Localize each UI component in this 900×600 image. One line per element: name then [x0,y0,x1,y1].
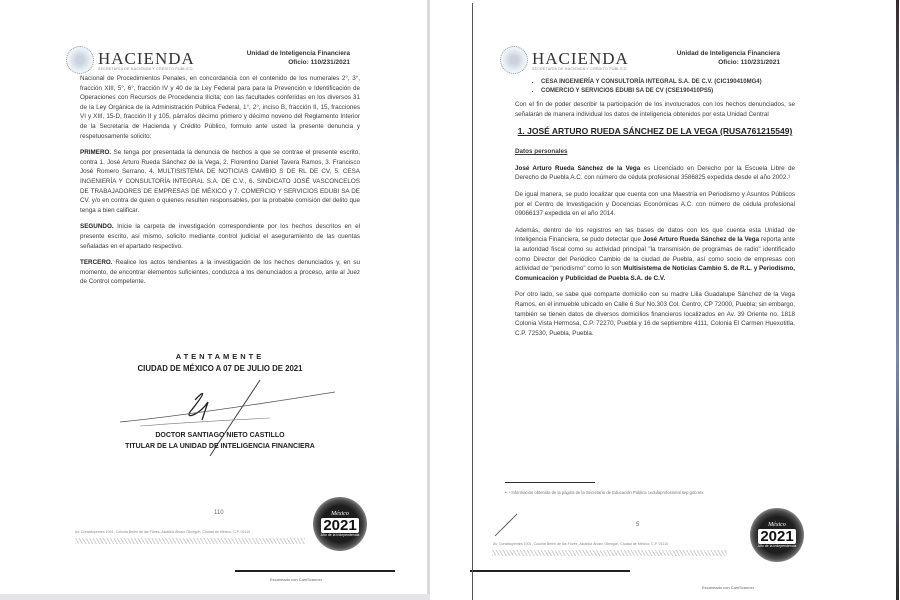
closing-block [80,352,360,374]
page-divider [472,3,473,600]
paragraph-text: Inicie la carpeta de investigación correspondiente por los hechos descritos en el presente escrito, así mismo, solicito mediante control judicial el aseguramiento de las cuentas señaladas en el apartado respectivo. [80,223,360,250]
header-right [200,50,350,67]
logo-subtitle: SECRETARÍA DE HACIENDA Y CRÉDITO PÚBLICO [532,66,627,71]
paragraph-text: reporta ante la autoridad fiscal como su actividad principal "la transmisión de programas de radio" identificado como Director del Periódico Cambio de la ciudad de Puebla, así como socio de empresas con actividad de "periodismo" como lo son [515,236,795,273]
mexico-2021-stamp [750,508,804,562]
scanned-note: Escaneado con CamScanner [270,577,323,582]
paragraph-text: Se tenga por presentada la denuncia de hechos a que se contrae el presente escrito, contra 1. José Arturo Rueda Sánchez de la Vega, 2. Florentino Daniel Tavera Ramos, 3. Francisco José Romero Serrano, 4. MULTISISTEMA DE NOTICIAS CAMBIO S DE RL DE CV, 5. CESA INGENIERÍA Y CONSULTORÍA INTEGRAL S.A. DE C.V., 6. SINDICATO JOSÉ VASCONCELOS DE TRABAJADORES DE EMPRESAS DE MÉXICO y 7. COMERCIO Y SERVICIOS EDUBI SA DE CV. y/o en contra de quien o quienes resulten responsables, por la probable comisión del delito que tenga a bien calificar. [80,149,360,214]
list-item: ▪ CESA INGENIERÍA Y CONSULTORÍA INTEGRAL S.A. DE C.V. (CIC190410MG4) [541,78,795,87]
paragraph-label: PRIMERO. [80,149,112,157]
sub-heading: Datos personales [515,148,568,156]
left-body [80,74,360,294]
intro-paragraph: Nacional de Procedimientos Penales, en concordancia con el contenido de los numerales 2°, 3°, fracción XIII, 5°, 6°, fracción IV y 40 de la Ley Federal para para la Prevención e Identificación de Operaciones con Recursos de Procedencia Ilícita; con las facultades conferidas en los diversos 31 de la Ley Orgánica de la Administración Pública Federal, 1°, 2°, inciso B, fracción II, 15, fracciones VI y XIII, 15-D, fracción II y 105, párrafos décimo primero y décimo noveno del Reglamento Interior de la Secretaría de Hacienda y Crédito Público, formulo ante usted la presente denuncia y respetuosamente solicito: [80,75,360,140]
logo-subtitle: SECRETARÍA DE HACIENDA Y CRÉDITO PÚBLICO [98,66,193,71]
page-number: 110 [214,510,224,516]
logo-text: HACIENDA [532,48,629,68]
paragraph-masters: De igual manera, se pudo localizar que cuenta con una Maestría en Periodismo y Asuntos Públicos por el Centro de Investigación y Docencias Económicas A.C. con número de cédula profesional 09066137 expedida en el año 2014. [515,190,795,218]
stamp-top-text: México [768,521,786,528]
document-page-right [470,0,900,600]
company-list [515,78,795,95]
signer-name: DOCTOR SANTIAGO NIETO CASTILLO [155,432,285,439]
paragraph-education [515,164,795,183]
footer-pattern [75,538,305,544]
stamp-year: 2021 [760,527,794,545]
paragraph-primero [80,148,360,215]
pen-mark-icon [492,512,522,538]
right-body [515,78,795,345]
national-seal-icon [500,46,528,74]
mexico-2021-stamp [313,497,367,551]
oficio-number: Oficio: 110/231/2021 [718,58,780,66]
page-edge [896,0,899,600]
paragraph-text: Además, dentro de los registros en las bases de datos con los que cuenta esta Unidad de Inteligencia Financiera, se pudo detectar que [515,226,795,244]
paragraph-address: Por otro lado, se sabe que comparte domicilio con su madre Lilia Guadalupe Sánchez de la Vega Ramos, en el inmueble ubicado en Calle 6 Sur No.303 Col. Centro, CP 72000, Puebla; sin embargo, también se tienen datos de diversos domicilios financieros localizados en Av. 39 Oriente no. 1818 Colonia Vista Hermosa, C.P. 72270, Puebla y 16 de septiembre 4111, Colonia El Carmen Huexotitla, C.P. 72530, Puebla, Puebla. [515,291,795,337]
hacienda-logo [66,46,195,74]
paragraph-segundo [80,222,360,251]
national-seal-icon [66,46,94,74]
hacienda-logo [500,46,629,74]
scan-rule [235,570,395,572]
section-heading: 1. JOSÉ ARTURO RUEDA SÁNCHEZ DE LA VEGA (RUSA761215549) [517,126,793,137]
footnote: • ¹ Información obtenida de la página de la Secretaría de Educación Pública cedulaprofesional.sep.gob.mx [505,490,704,495]
stamp-subtitle: Año de la Independencia [320,532,360,537]
page-edge [0,594,430,600]
paragraph-label: SEGUNDO. [80,223,114,231]
stamp-subtitle: Año de la Independencia [757,543,797,548]
person-name: José Arturo Rueda Sánchez de la Vega [515,164,641,172]
closing-atentamente: ATENTAMENTE [175,352,265,361]
list-item: ▪ COMERCIO Y SERVICIOS EDUBI SA DE CV (CSE190410PS5) [541,87,795,96]
paragraph-label: TERCERO. [80,259,113,267]
paragraph-tercero [80,258,360,287]
logo-text: HACIENDA [98,48,195,68]
paragraph-activity [515,226,795,284]
paragraph-text: es Licenciado en Derecho por la Escuela Libre de Derecho de Puebla A.C. con número de cédula profesional 3586825 expedida desde el año 2002.¹ [515,164,795,182]
footer-address: Av. Constituyentes 1001, Colonia Belén de las Flores, Alcaldía Álvaro Obregón, Ciudad de México, C.P. 01110 [493,542,669,546]
scanned-note: Escaneado con CamScanner [702,585,755,590]
footnote-rule [505,482,595,483]
stamp-year: 2021 [323,516,357,534]
footnote-text: ¹ Información obtenida de la página de la Secretaría de Educación Pública cedulaprofesional.sep.gob.mx [508,490,704,495]
paragraph-text: Realice los actos tendientes a la investigación de los hechos denunciados y, en su momento, de encontrar elementos suficientes, conduzca a los denunciados a proceso, ante al Juez de Control competente. [80,259,360,286]
company-names: Multisistema de Noticias Cambio S. de R.L. y Periodismo, Comunicación y Publicidad de Puebla S.A. de C.V. [515,265,795,282]
document-page-left [0,0,430,600]
signer-block [80,430,360,452]
scan-rule [470,570,630,572]
signer-title: TITULAR DE LA UNIDAD DE INTELIGENCIA FINANCIERA [125,443,315,450]
place-date: CIUDAD DE MÉXICO A 07 DE JULIO DE 2021 [137,364,303,373]
unit-name: Unidad de Inteligencia Financiera [676,50,780,57]
footer-address: Av. Constituyentes 1001, Colonia Belén de las Flores, Alcaldía Álvaro Obregón, Ciudad de México, C.P. 01110 [75,530,251,534]
person-name: José Arturo Rueda Sánchez de la Vega [642,236,760,244]
header-right [630,50,780,67]
oficio-number: Oficio: 110/231/2021 [288,58,350,66]
stamp-top-text: México [331,510,349,517]
unit-name: Unidad de Inteligencia Financiera [246,50,350,57]
intro-paragraph: Con el fin de poder describir la participación de los involucrados con los hechos denunciados, se señalarán de manera individual los datos de inteligencia obtenidos por esta Unidad Central [515,101,795,118]
footer-pattern [492,550,727,556]
page-number: 5 [636,522,640,528]
